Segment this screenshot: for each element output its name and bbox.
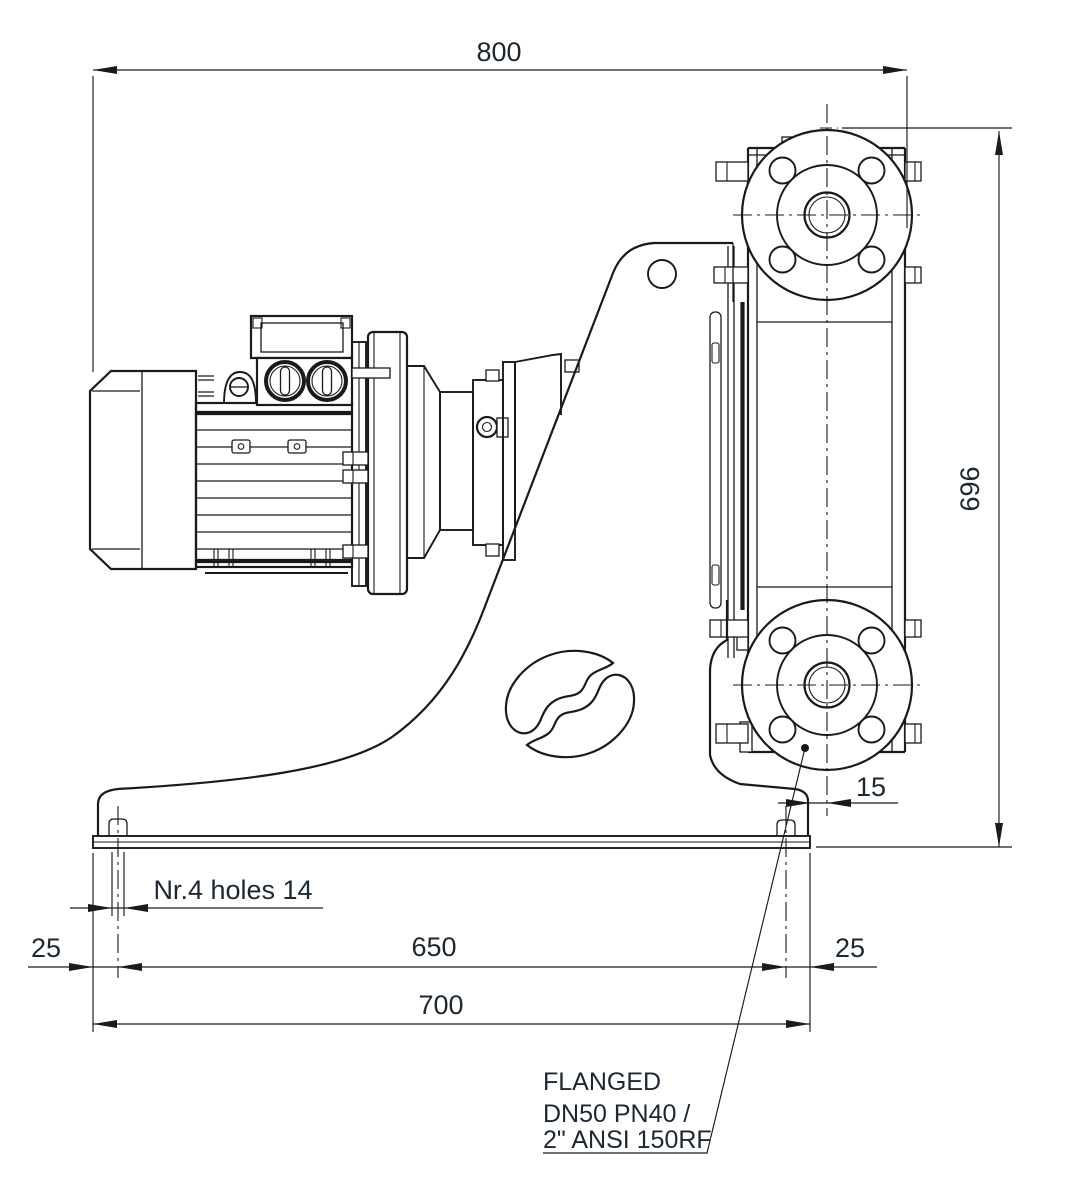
cable-gland-icon [308,362,346,400]
flange-callout [543,744,809,1154]
terminal-box [251,316,352,405]
flange-note-line1: FLANGED [543,1068,662,1096]
flange-note-line3: 2" ANSI 150RF [543,1126,712,1154]
lifting-lug [224,372,256,404]
flange-note-line2: DN50 PN40 / [543,1100,691,1128]
fan-cowl [90,371,196,569]
dimension-base-length [93,990,810,1028]
support-bracket [98,243,808,836]
dimension-650-label: 650 [411,932,457,962]
dimension-25-right-label: 25 [834,933,866,963]
cable-gland-icon [266,362,304,400]
clamp-screw-icon [477,417,497,437]
brand-logo-cutout [506,651,634,757]
dimension-696-label: 696 [955,466,985,512]
bracket-hole [648,260,676,288]
dimension-15-label: 15 [855,772,887,802]
coupling-and-gearbox [407,354,579,560]
motor-flange [343,332,407,594]
holes-note-label: Nr.4 holes 14 [153,875,313,905]
dimension-700-label: 700 [418,990,464,1020]
dimension-holes [70,852,323,916]
dimension-800-label: 800 [476,37,522,67]
base-plate [93,819,810,848]
dimension-flange-offset [778,772,898,836]
dimension-25-left-label: 25 [30,933,62,963]
